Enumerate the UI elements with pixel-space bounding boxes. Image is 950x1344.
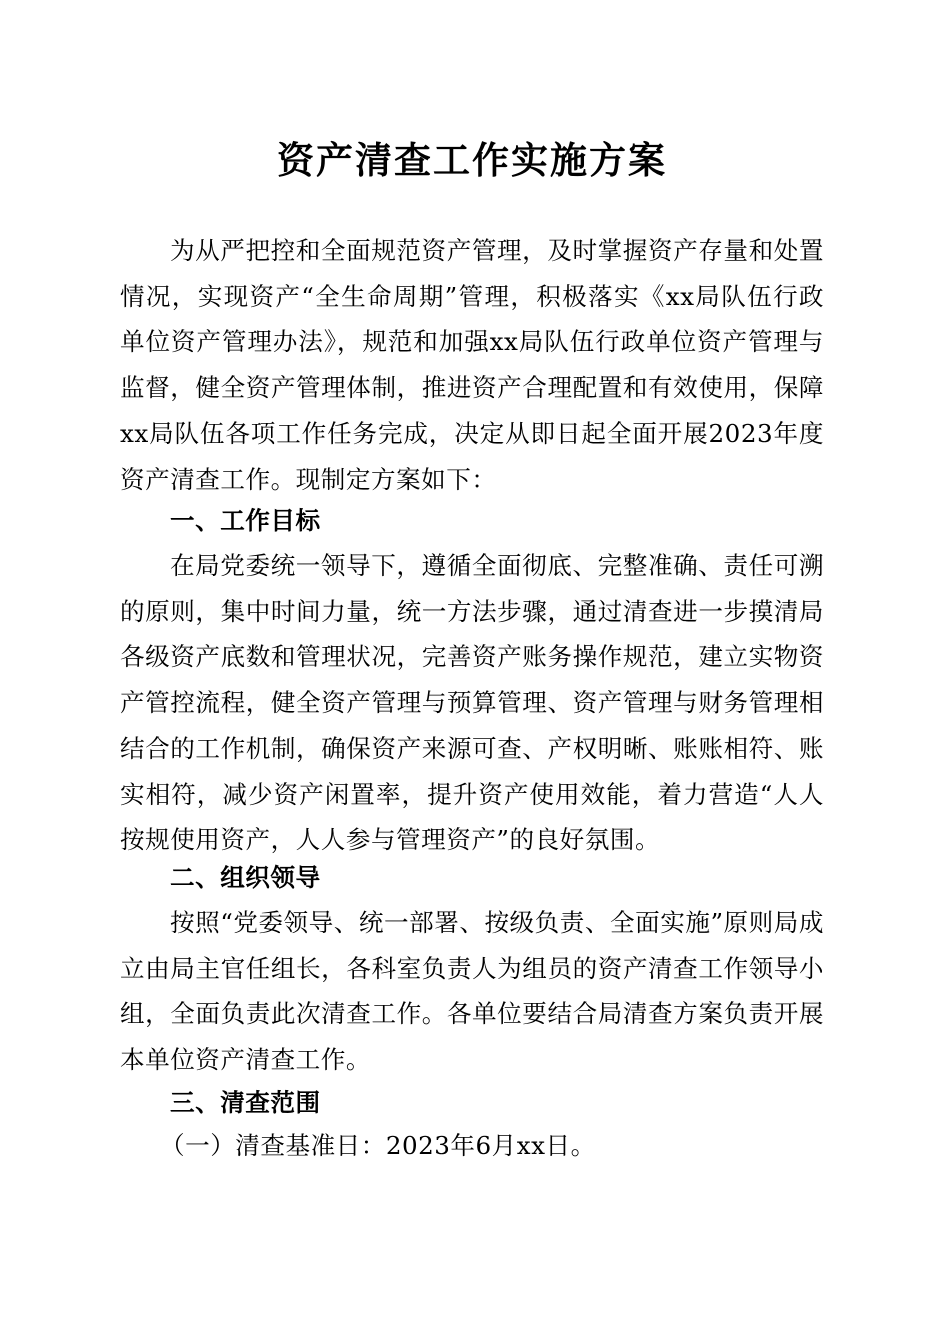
section-heading-leadership: 二、组织领导 bbox=[170, 863, 321, 892]
section-text-goals: 在局党委统一领导下，遵循全面彻底、完整准确、责任可溯的原则，集中时间力量，统一方法步骤，通过清查进一步摸清局各级资产底数和管理状况，完善资产账务操作规范，建立实物资产管控流程，健全资产管理与预算管理、资产管理与财务管理相结合的工作机制，确保资产来源可查、产权明晰、账账相符、账实相符，减少资产闲置率，提升资产使用效能，着力营造“人人按规使用资产，人人参与管理资产”的良好氛围。 bbox=[120, 551, 824, 855]
document-title: 资产清查工作实施方案 bbox=[277, 138, 667, 182]
section-text-scope: （一）清查基准日：2023年6月xx日。 bbox=[160, 1131, 596, 1160]
section-text-leadership: 按照“党委领导、统一部署、按级负责、全面实施”原则局成立由局主官任组长，各科室负责人为组员的资产清查工作领导小组，全面负责此次清查工作。各单位要结合局清查方案负责开展本单位资产清查工作。 bbox=[120, 908, 824, 1075]
section-heading-scope: 三、清查范围 bbox=[170, 1088, 321, 1117]
intro-paragraph: 为从严把控和全面规范资产管理，及时掌握资产存量和处置情况，实现资产“全生命周期”管理，积极落实《xx局队伍行政单位资产管理办法》，规范和加强xx局队伍行政单位资产管理与监督，健全资产管理体制，推进资产合理配置和有效使用，保障xx局队伍各项工作任务完成，决定从即日起全面开展2023年度资产清查工作。现制定方案如下： bbox=[120, 236, 824, 494]
section-heading-goals: 一、工作目标 bbox=[170, 506, 321, 535]
